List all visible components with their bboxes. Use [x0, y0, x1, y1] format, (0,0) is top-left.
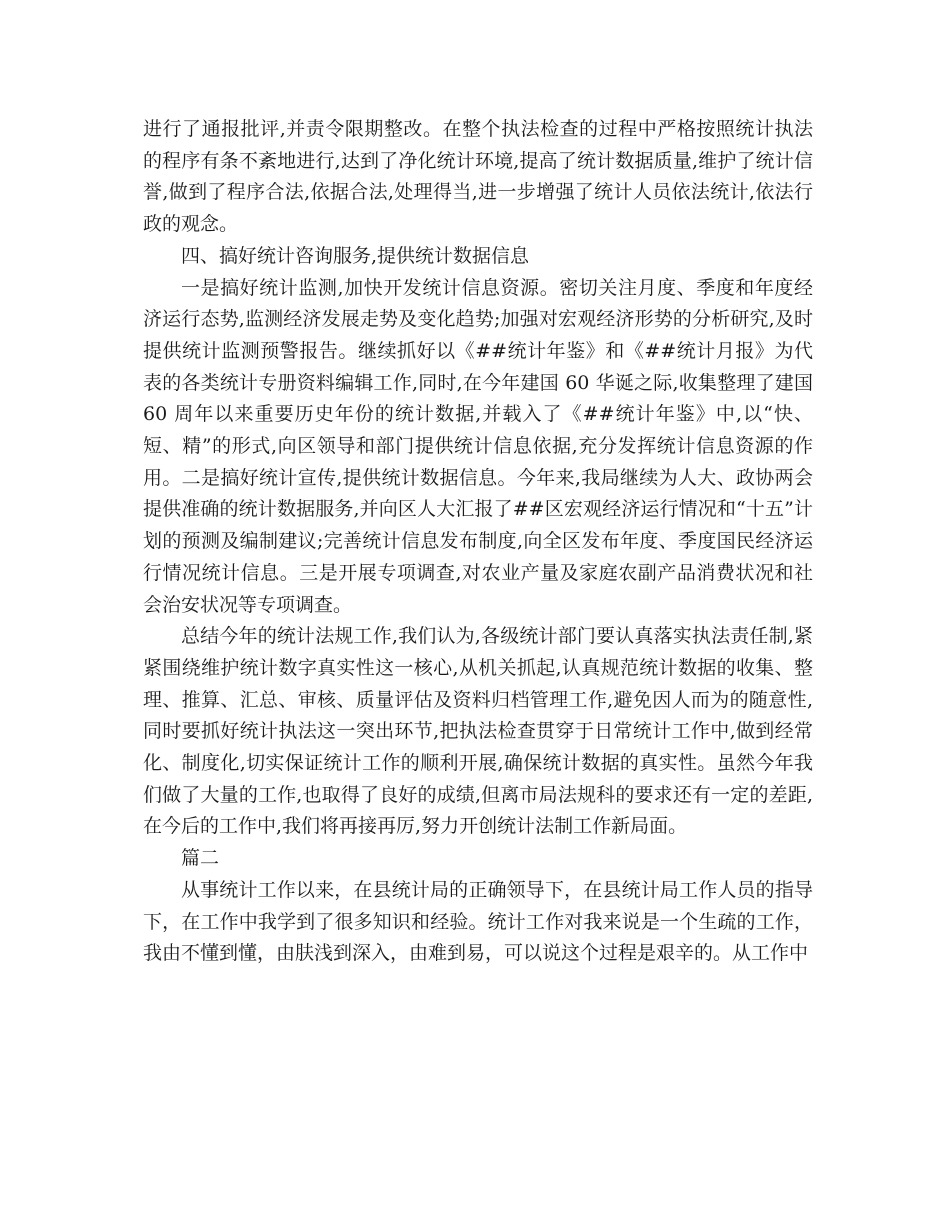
article-heading: 篇二	[181, 847, 220, 870]
paragraph-summary: 总结今年的统计法规工作,我们认为,各级统计部门要认真落实执法责任制,紧紧围绕维护统计数字真实性这一核心,从机关抓起,认真规范统计数据的收集、整理、推算、汇总、审核、质量评估及资料归档管理工作,避免因人而为的随意性,同时要抓好统计执法这一突出环节,把执法检查贯穿于日常统计工作中,做到经常化、制度化,切实保证统计工作的顺利开展,确保统计数据的真实性。虽然今年我们做了大量的工作,也取得了良好的成绩,但离市局法规科的要求还有一定的差距,在今后的工作中,我们将再接再厉,努力开创统计法制工作新局面。	[143, 625, 813, 838]
paragraph-continuation: 进行了通报批评,并责令限期整改。在整个执法检查的过程中严格按照统计执法的程序有条不紊地进行,达到了净化统计环境,提高了统计数据质量,维护了统计信誉,做到了程序合法,依据合法,处理得当,进一步增强了统计人员依法统计,依法行政的观念。	[143, 118, 813, 236]
document-body	[143, 114, 813, 970]
paragraph-consulting-service: 一是搞好统计监测,加快开发统计信息资源。密切关注月度、季度和年度经济运行态势,监测经济发展走势及变化趋势;加强对宏观经济形势的分析研究,及时提供统计监测预警报告。继续抓好以《##统计年鉴》和《##统计月报》为代表的各类统计专册资料编辑工作,同时,在今年建国 60 华诞之际,收集整理了建国 60 周年以来重要历史年份的统计数据,并载入了《##统计年鉴》中,以“快、短、精”的形式,向区领导和部门提供统计信息依据,充分发挥统计信息资源的作用。二是搞好统计宣传,提供统计数据信息。今年来,我局继续为人大、政协两会提供准确的统计数据服务,并向区人大汇报了##区宏观经济运行情况和“十五”计划的预测及编制建议;完善统计信息发布制度,向全区发布年度、季度国民经济运行情况统计信息。三是开展专项调查,对农业产量及家庭农副产品消费状况和社会治安状况等专项调查。	[143, 276, 813, 616]
section-heading: 四、搞好统计咨询服务,提供统计数据信息	[181, 244, 530, 267]
paragraph-article-two: 从事统计工作以来，在县统计局的正确领导下，在县统计局工作人员的指导下，在工作中我学到了很多知识和经验。统计工作对我来说是一个生疏的工作，我由不懂到懂，由肤浅到深入，由难到易，可以说这个过程是艰辛的。从工作中	[143, 878, 813, 965]
